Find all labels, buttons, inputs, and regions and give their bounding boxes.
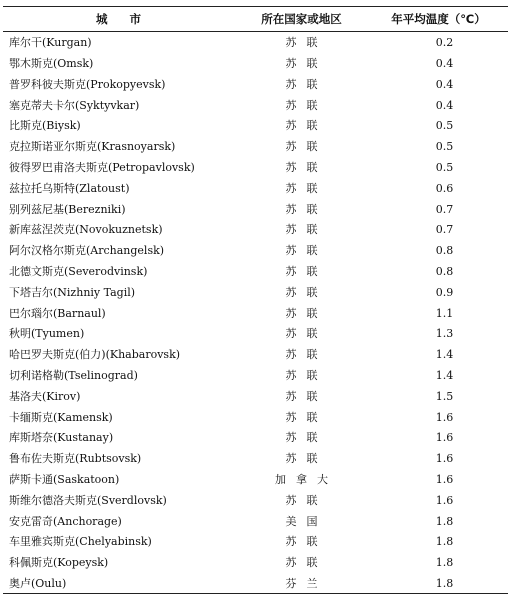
cell-region: 苏联: [285, 265, 328, 279]
cell-temperature: 0.8: [435, 244, 454, 258]
cell-region: 苏联: [285, 535, 328, 549]
cell-region: 苏联: [285, 244, 328, 258]
cell-temperature: 1.6: [435, 452, 454, 466]
cell-region: 苏联: [285, 36, 328, 50]
cell-temperature: 1.5: [435, 389, 454, 403]
cell-temperature: 1.3: [435, 327, 454, 341]
cell-temperature: 1.4: [435, 348, 454, 362]
cell-region: 苏联: [285, 327, 328, 341]
cell-temperature: 1.8: [435, 514, 454, 528]
header-region: 所在国家或地区: [234, 7, 369, 32]
cell-temperature: 0.4: [435, 57, 454, 71]
cell-region: 苏联: [285, 452, 328, 466]
cell-city: 安克雷奇(Anchorage): [9, 514, 122, 528]
cell-city: 北德文斯克(Severodvinsk): [9, 265, 148, 279]
table-row: [3, 406, 508, 427]
cell-city: 卡缅斯克(Kamensk): [9, 410, 113, 424]
cell-city: 鲁布佐夫斯克(Rubtsovsk): [9, 452, 142, 466]
cell-temperature: 1.6: [435, 431, 454, 445]
cell-region: 加拿大: [275, 473, 338, 487]
table-row: [3, 281, 508, 302]
cell-region: 苏联: [285, 98, 328, 112]
cell-city: 巴尔瑙尔(Barnaul): [9, 306, 106, 320]
cell-city: 基洛夫(Kirov): [9, 389, 81, 403]
table-row: [3, 73, 508, 94]
cell-city: 兹拉托乌斯特(Zlatoust): [9, 181, 130, 195]
cell-region: 苏联: [285, 119, 328, 133]
cell-city: 奥卢(Oulu): [3, 572, 234, 593]
cell-region: 美国: [285, 514, 328, 528]
cell-temperature: 0.2: [435, 36, 454, 50]
cell-temperature: 1.6: [435, 410, 454, 424]
cell-city: 普罗科彼夫斯克(Prokopyevsk): [9, 77, 166, 91]
cell-city: 比斯克(Biysk): [9, 119, 81, 133]
cell-city: 别列兹尼基(Berezniki): [9, 202, 126, 216]
table-row: [3, 572, 508, 593]
table-row: [3, 531, 508, 552]
cell-temperature: 1.6: [435, 473, 454, 487]
cell-city: 克拉斯诺亚尔斯克(Krasnoyarsk): [9, 140, 176, 154]
table-row: [3, 239, 508, 260]
cell-temperature: 0.4: [435, 98, 454, 112]
table-row: [3, 156, 508, 177]
table-row: [3, 427, 508, 448]
table-row: [3, 343, 508, 364]
cell-region: 苏联: [285, 369, 328, 383]
table-row: [3, 468, 508, 489]
table-header: [3, 7, 508, 32]
table-row: [3, 551, 508, 572]
table-row: [3, 489, 508, 510]
cell-region: 苏联: [285, 181, 328, 195]
cell-temperature: 0.4: [435, 77, 454, 91]
cell-temperature: 0.7: [435, 223, 454, 237]
cell-region: 苏联: [285, 285, 328, 299]
cell-city: 鄂木斯克(Omsk): [9, 57, 94, 71]
cell-temperature: 0.9: [435, 285, 454, 299]
cell-city: 秋明(Tyumen): [9, 327, 85, 341]
table-row: [3, 52, 508, 73]
cell-city: 新库兹涅茨克(Novokuznetsk): [9, 223, 163, 237]
cell-region: 芬兰: [234, 572, 369, 593]
table-row: [3, 135, 508, 156]
table-row: [3, 198, 508, 219]
cell-city: 塞克蒂夫卡尔(Syktyvkar): [9, 98, 140, 112]
table-row: [3, 260, 508, 281]
table-row: [3, 385, 508, 406]
cell-temperature: 0.5: [435, 161, 454, 175]
cell-temperature: 1.4: [435, 369, 454, 383]
cell-temperature: 1.8: [369, 572, 508, 593]
table-row: [3, 219, 508, 240]
cell-region: 苏联: [285, 202, 328, 216]
cell-temperature: 1.8: [435, 535, 454, 549]
table-body: [3, 32, 508, 594]
header-row: [3, 7, 508, 32]
cell-region: 苏联: [285, 223, 328, 237]
cell-region: 苏联: [285, 431, 328, 445]
cell-city: 科佩斯克(Kopeysk): [9, 556, 109, 570]
cell-city: 库尔干(Kurgan): [9, 36, 92, 50]
cell-city: 斯维尔德洛夫斯克(Sverdlovsk): [9, 493, 167, 507]
cell-region: 苏联: [285, 140, 328, 154]
cell-region: 苏联: [285, 410, 328, 424]
cell-region: 苏联: [285, 493, 328, 507]
table-row: [3, 302, 508, 323]
cell-region: 苏联: [285, 389, 328, 403]
table-row: [3, 323, 508, 344]
cell-city: 下塔吉尔(Nizhniy Tagil): [9, 285, 136, 299]
cell-city: 阿尔汉格尔斯克(Archangelsk): [9, 244, 165, 258]
cell-region: 苏联: [285, 556, 328, 570]
cell-region: 苏联: [285, 77, 328, 91]
header-city: 城市: [3, 7, 234, 32]
table-row: [3, 510, 508, 531]
cell-temperature: 0.5: [435, 140, 454, 154]
cell-city: 库斯塔奈(Kustanay): [9, 431, 114, 445]
header-temperature: 年平均温度（℃）: [369, 7, 508, 32]
table-row: [3, 177, 508, 198]
table-row: [3, 94, 508, 115]
cell-temperature: 0.7: [435, 202, 454, 216]
city-temperature-table: [3, 6, 508, 594]
table-row: [3, 32, 508, 53]
cell-temperature: 0.8: [435, 265, 454, 279]
table-row: [3, 364, 508, 385]
cell-region: 苏联: [285, 348, 328, 362]
cell-temperature: 1.8: [435, 556, 454, 570]
cell-temperature: 1.1: [435, 306, 454, 320]
cell-city: 哈巴罗夫斯克(伯力)(Khabarovsk): [9, 348, 181, 362]
cell-city: 萨斯卡通(Saskatoon): [9, 473, 120, 487]
cell-region: 苏联: [285, 161, 328, 175]
cell-region: 苏联: [285, 57, 328, 71]
table-row: [3, 115, 508, 136]
cell-city: 切利诺格勒(Tselinograd): [9, 369, 138, 383]
cell-region: 苏联: [285, 306, 328, 320]
cell-temperature: 0.6: [435, 181, 454, 195]
table-row: [3, 447, 508, 468]
cell-temperature: 1.6: [435, 493, 454, 507]
cell-city: 车里雅宾斯克(Chelyabinsk): [9, 535, 152, 549]
cell-city: 彼得罗巴甫洛夫斯克(Petropavlovsk): [9, 161, 195, 175]
cell-temperature: 0.5: [435, 119, 454, 133]
